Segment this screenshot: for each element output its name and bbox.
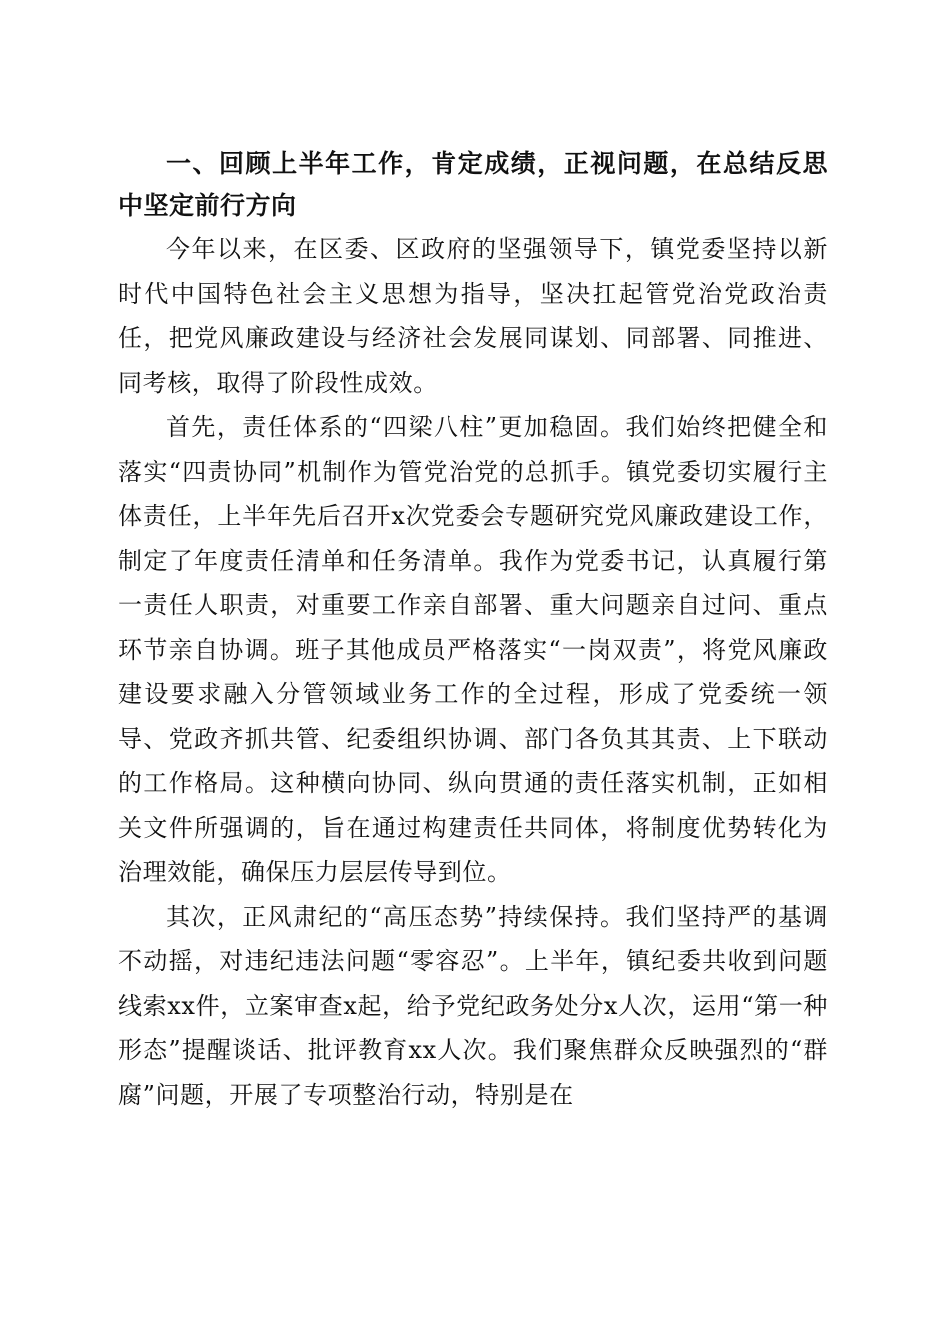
paragraph-responsibility-system: 首先，责任体系的“四梁八柱”更加稳固。我们始终把健全和落实“四责协同”机制作为管党治党的总抓手。镇党委切实履行主体责任，上半年先后召开x次党委会专题研究党风廉政建设工作，制定了年度责任清单和任务清单。我作为党委书记，认真履行第一责任人职责，对重要工作亲自部署、重大问题亲自过问、重点环节亲自协调。班子其他成员严格落实“一岗双责”，将党风廉政建设要求融入分管领域业务工作的全过程，形成了党委统一领导、党政齐抓共管、纪委组织协调、部门各负其其责、上下联动的工作格局。这种横向协同、纵向贯通的责任落实机制，正如相关文件所强调的，旨在通过构建责任共同体，将制度优势转化为治理效能，确保压力层层传导到位。	[118, 413, 828, 886]
paragraph-discipline: 其次，正风肃纪的“高压态势”持续保持。我们坚持严的基调不动摇，对违纪违法问题“零容忍”。上半年，镇纪委共收到问题线索xx件，立案审查x起，给予党纪政务处分x人次，运用“第一种形态”提醒谈话、批评教育xx人次。我们聚焦群众反映强烈的“群腐”问题，开展了专项整治行动，特别是在	[118, 902, 828, 1109]
paragraph-intro: 今年以来，在区委、区政府的坚强领导下，镇党委坚持以新时代中国特色社会主义思想为指导，坚决扛起管党治党政治责任，把党风廉政建设与经济社会发展同谋划、同部署、同推进、同考核，取得了阶段性成效。	[118, 235, 828, 397]
document-body	[118, 143, 828, 1117]
section-heading: 一、回顾上半年工作，肯定成绩，正视问题，在总结反思中坚定前行方向	[118, 149, 828, 220]
